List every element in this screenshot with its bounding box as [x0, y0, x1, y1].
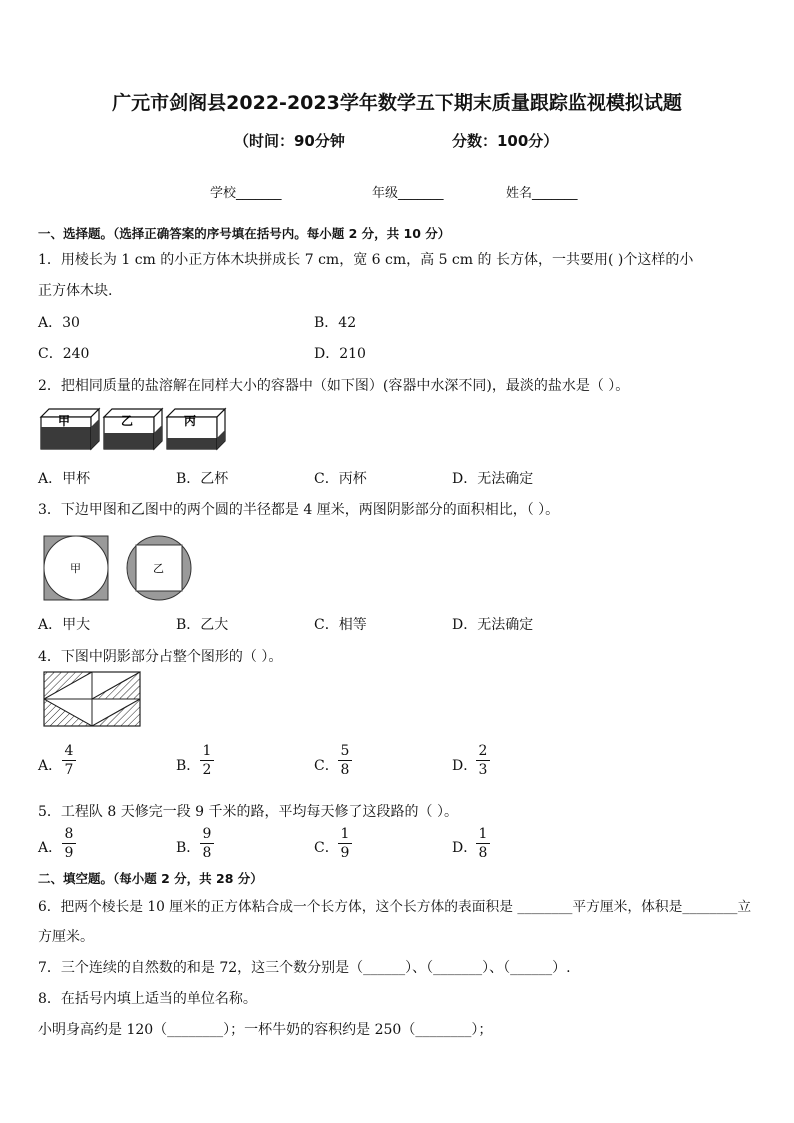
page-title: 广元市剑阁县2022-2023学年数学五下期末质量跟踪监视模拟试题 [112, 92, 682, 114]
section-heading-choice: 一、选择题。（选择正确答案的序号填在括号内。每小题 2 分，共 10 分） [38, 226, 451, 241]
q5-option-c-fraction: 1 9 [338, 826, 352, 861]
q4-option-c-fraction: 5 8 [338, 743, 352, 778]
circles-figure [42, 534, 202, 602]
cup-jia [41, 409, 99, 449]
q2-option-b[interactable]: B．乙杯 [176, 471, 229, 487]
name-field[interactable]: 姓名_______ [506, 186, 578, 201]
figure-jia-label: 甲 [70, 562, 81, 575]
question-1-line1: 1．用棱长为 1 cm 的小正方体木块拼成长 7 cm，宽 6 cm，高 5 cm 的 长方体，一共要用( )个这样的小 [38, 252, 694, 268]
question-1-line2: 正方体木块. [38, 283, 113, 299]
question-7-text: 7．三个连续的自然数的和是 72，这三个数分别是（______）、（_______）、（______）. [38, 960, 571, 976]
q1-option-d[interactable]: D．210 [314, 346, 366, 362]
question-3-text: 3．下边甲图和乙图中的两个圆的半径都是 4 厘米，两图阴影部分的面积相比，（ ）。 [38, 502, 560, 518]
cup-yi-label: 乙 [121, 414, 134, 428]
q2-option-c[interactable]: C．丙杯 [314, 471, 367, 487]
question-6-line2: 方厘米。 [38, 929, 94, 945]
q3-option-d[interactable]: D．无法确定 [452, 617, 534, 633]
q5-option-a-fraction: 8 9 [62, 826, 76, 861]
cup-bing [167, 409, 225, 449]
q2-option-a[interactable]: A．甲杯 [38, 471, 91, 487]
q4-option-d-fraction: 2 3 [476, 743, 490, 778]
school-field[interactable]: 学校_______ [210, 186, 282, 201]
exam-score: 分数：100分） [452, 132, 559, 150]
figure-yi-label: 乙 [153, 562, 164, 575]
exam-time: （时间：90分钟 [234, 132, 345, 150]
q3-option-b[interactable]: B．乙大 [176, 617, 229, 633]
cups-figure [38, 405, 228, 453]
q1-option-c[interactable]: C．240 [38, 346, 90, 362]
q3-option-c[interactable]: C．相等 [314, 617, 367, 633]
question-8-line2: 小明身高约是 120（________）；一杯牛奶的容积约是 250（________）； [38, 1022, 493, 1038]
cup-yi [104, 409, 162, 449]
cup-bing-label: 丙 [184, 414, 197, 428]
question-5-text: 5．工程队 8 天修完一段 9 千米的路，平均每天修了这段路的（ ）。 [38, 804, 458, 820]
q1-option-a[interactable]: A．30 [38, 315, 80, 331]
q4-option-b-fraction: 1 2 [200, 743, 214, 778]
q5-option-d-fraction: 1 8 [476, 826, 490, 861]
q3-option-a[interactable]: A．甲大 [38, 617, 91, 633]
q5-option-b-fraction: 9 8 [200, 826, 214, 861]
figure-jia [44, 536, 108, 600]
q2-option-d[interactable]: D．无法确定 [452, 471, 534, 487]
figure-yi [127, 536, 191, 600]
q4-option-a-fraction: 4 7 [62, 743, 76, 778]
section-heading-fill: 二、填空题。（每小题 2 分，共 28 分） [38, 871, 263, 886]
cup-jia-label: 甲 [58, 414, 71, 428]
question-6-line1: 6．把两个棱长是 10 厘米的正方体粘合成一个长方体，这个长方体的表面积是 ________平方厘米，体积是________立 [38, 899, 752, 915]
question-8-line1: 8．在括号内填上适当的单位名称。 [38, 991, 257, 1007]
question-4-text: 4．下图中阴影部分占整个图形的（ ）。 [38, 649, 283, 665]
question-2-text: 2．把相同质量的盐溶解在同样大小的容器中（如下图）(容器中水深不同)，最淡的盐水是（ ）。 [38, 378, 630, 394]
q1-option-b[interactable]: B．42 [314, 315, 357, 331]
shaded-rectangle-figure [42, 670, 142, 728]
grade-field[interactable]: 年级_______ [372, 186, 444, 201]
